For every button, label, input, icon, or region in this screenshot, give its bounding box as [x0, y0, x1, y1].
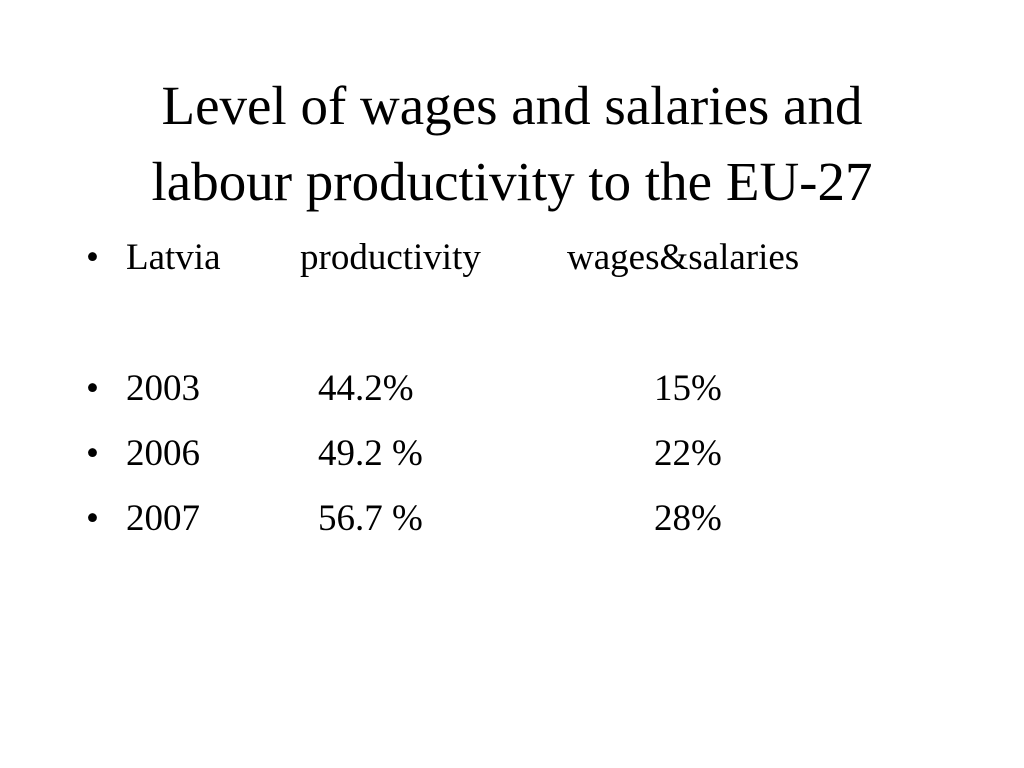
bullet-icon: •: [86, 368, 99, 409]
header-country: Latvia: [126, 237, 221, 278]
row-year: 2003: [126, 368, 200, 409]
bullet-icon: •: [86, 237, 99, 278]
slide-title: [0, 68, 1024, 220]
bullet-icon: •: [86, 498, 99, 539]
data-row-2007: [0, 497, 1024, 541]
header-row: [0, 236, 1024, 280]
title-line-1: Level of wages and salaries and: [161, 75, 863, 136]
row-productivity: 49.2 %: [318, 433, 423, 474]
row-year: 2007: [126, 498, 200, 539]
data-row-2003: [0, 367, 1024, 411]
row-wages: 15%: [654, 368, 722, 409]
title-line-2: labour productivity to the EU-27: [151, 151, 873, 212]
row-wages: 28%: [654, 498, 722, 539]
header-wages: wages&salaries: [567, 237, 800, 278]
row-productivity: 44.2%: [318, 368, 414, 409]
row-year: 2006: [126, 433, 200, 474]
header-productivity: productivity: [300, 237, 481, 278]
bullet-icon: •: [86, 433, 99, 474]
row-wages: 22%: [654, 433, 722, 474]
row-productivity: 56.7 %: [318, 498, 423, 539]
data-row-2006: [0, 432, 1024, 476]
